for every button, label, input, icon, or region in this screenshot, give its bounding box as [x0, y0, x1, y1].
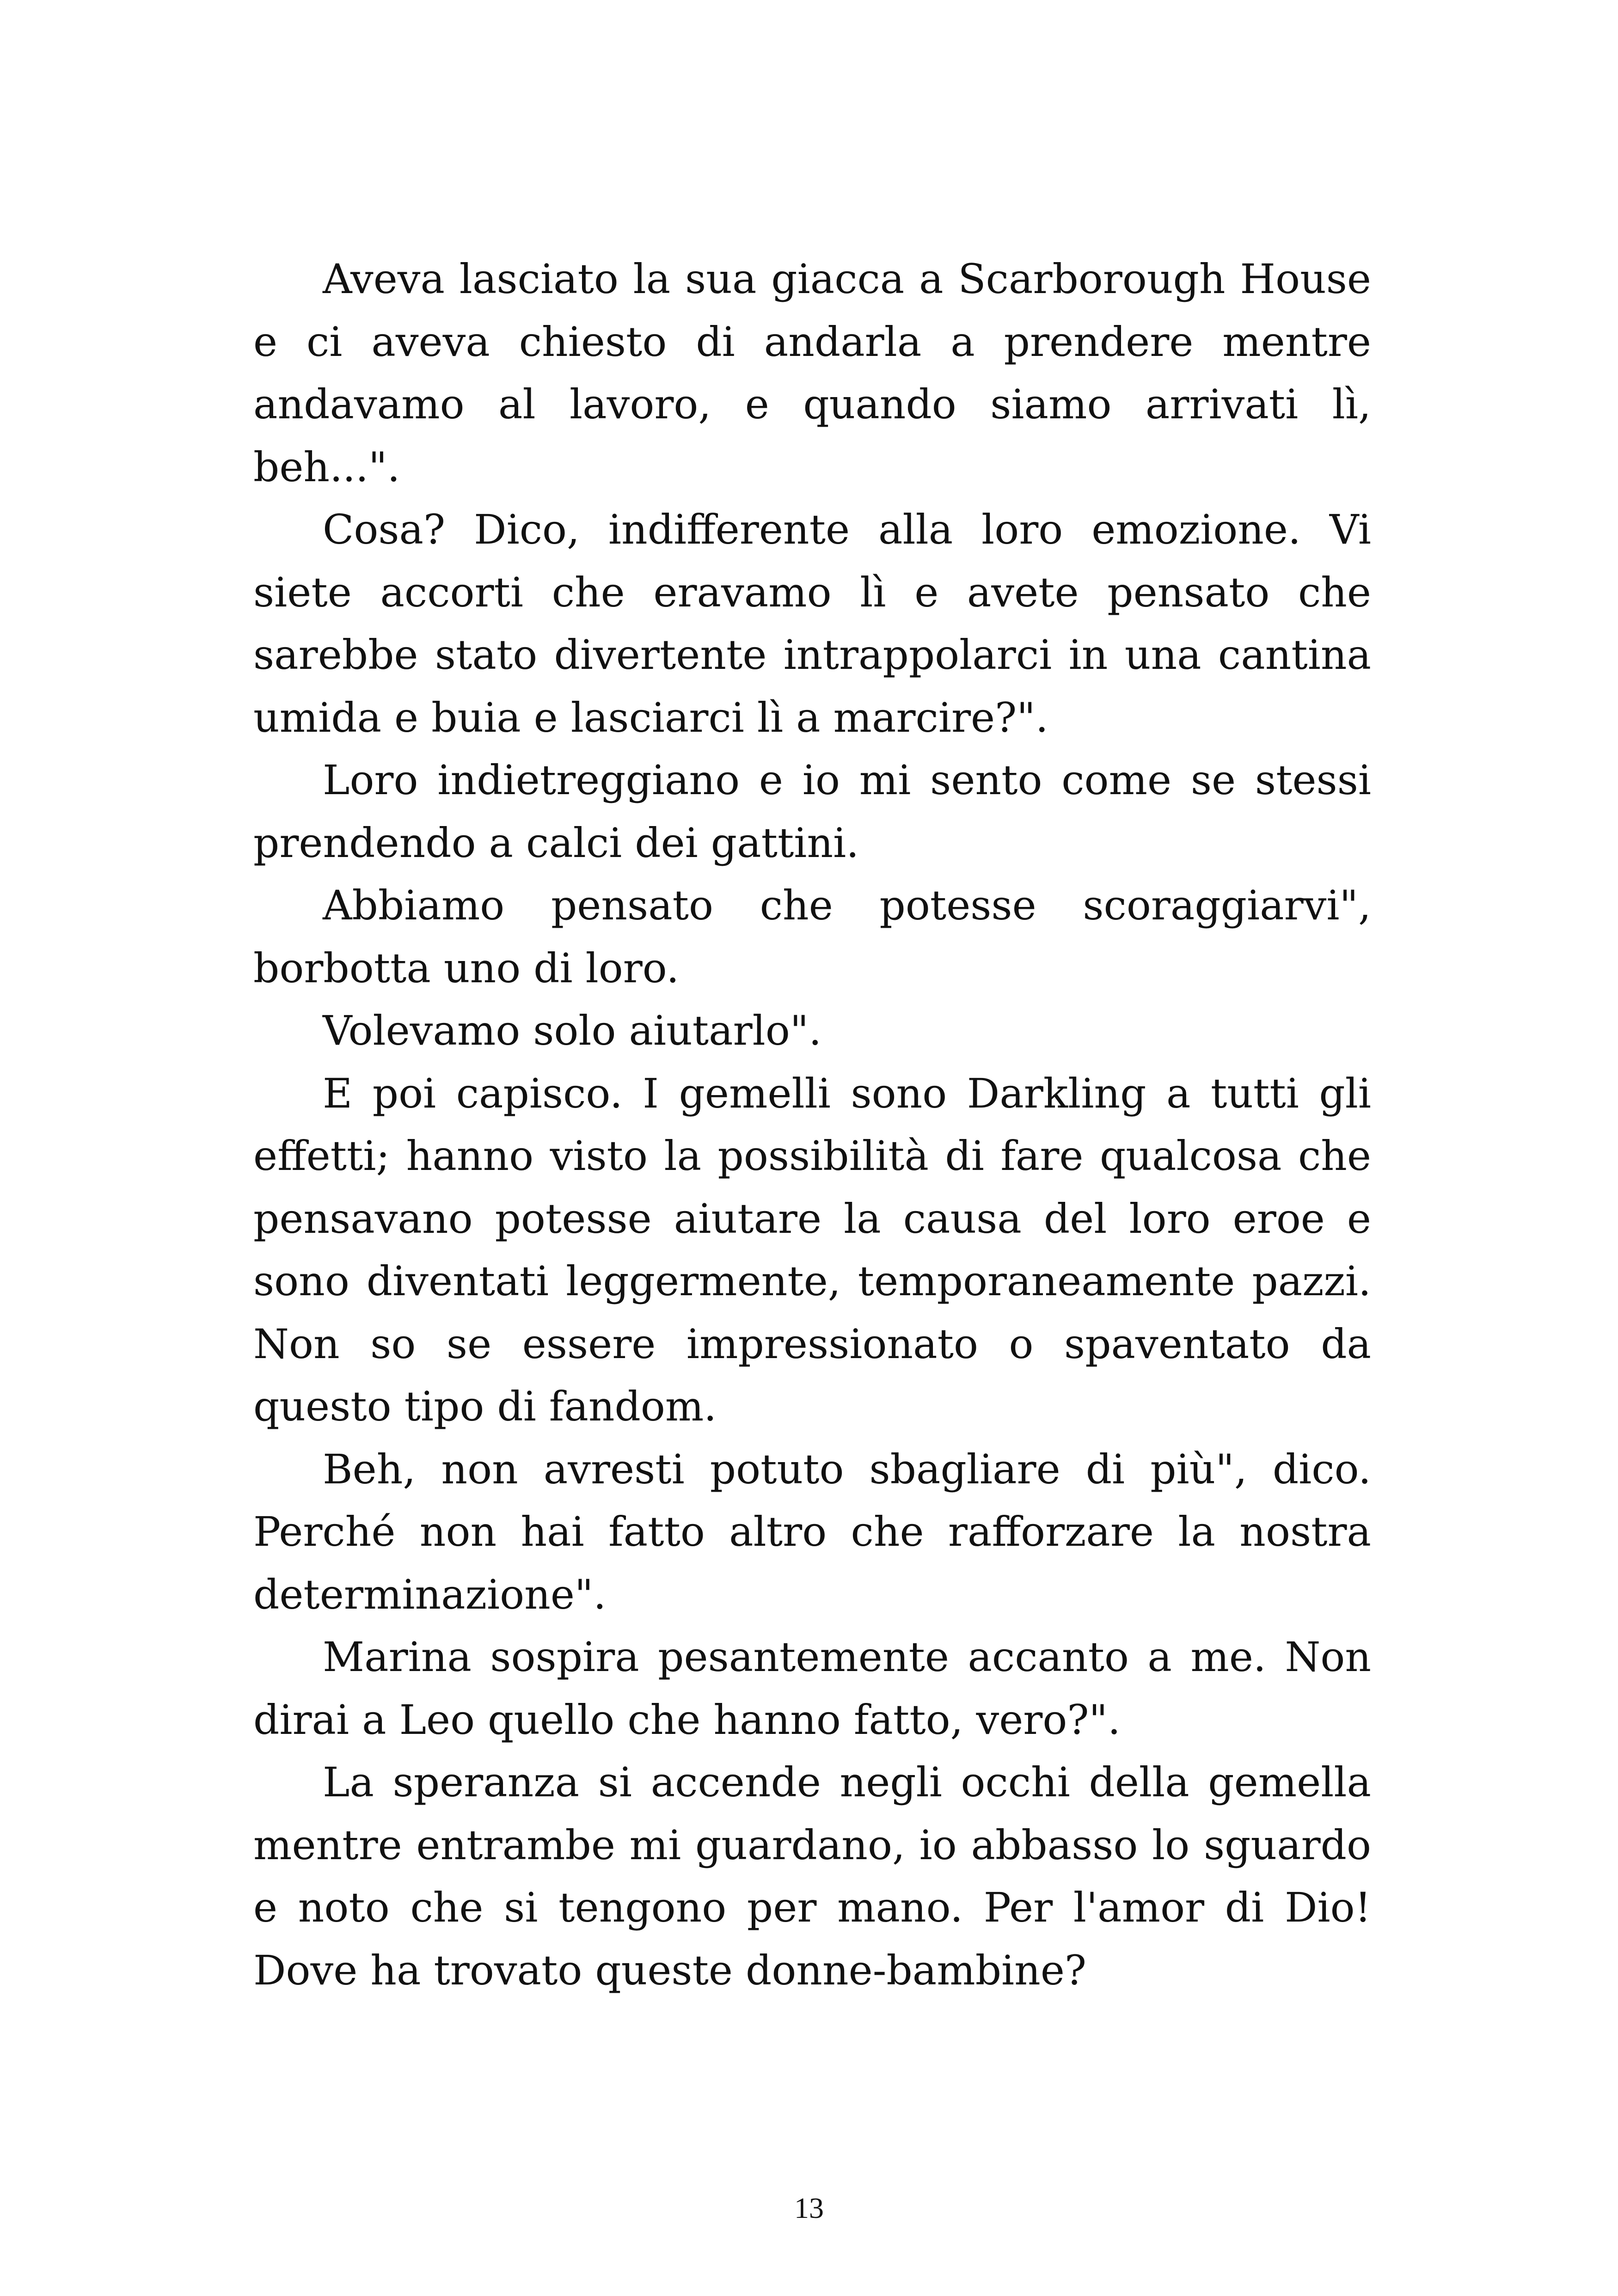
- paragraph-3: Loro indietreggiano e io mi sento come se stessi prendendo a calci dei gattini.: [253, 756, 1371, 867]
- paragraph-1: Aveva lasciato la sua giacca a Scarborough House e ci aveva chiesto di andarla a prendere mentre andavamo al lavoro, e quando siamo arrivati lì, beh...".: [253, 255, 1371, 491]
- paragraph-9: La speranza si accende negli occhi della gemella mentre entrambe mi guardano, io abbasso lo sguardo e noto che si tengono per mano. Per l'amor di Dio! Dove ha trovato queste donne-bambine?: [253, 1758, 1371, 1994]
- paragraph-4: Abbiamo pensato che potesse scoraggiarvi", borbotta uno di loro.: [253, 882, 1371, 992]
- paragraph-2: Cosa? Dico, indifferente alla loro emozione. Vi siete accorti che eravamo lì e avete pensato che sarebbe stato divertente intrappolarci in una cantina umida e buia e lasciarci lì a marcire?".: [253, 506, 1371, 741]
- paragraph-5: Volevamo solo aiutarlo".: [323, 1007, 822, 1054]
- paragraph-8: Marina sospira pesantemente accanto a me. Non dirai a Leo quello che hanno fatto, vero?".: [253, 1633, 1371, 1744]
- paragraph-7: Beh, non avresti potuto sbagliare di più", dico. Perché non hai fatto altro che rafforzare la nostra determinazione".: [253, 1445, 1371, 1618]
- paragraph-6: E poi capisco. I gemelli sono Darkling a tutti gli effetti; hanno visto la possibilità di fare qualcosa che pensavano potesse aiutare la causa del loro eroe e sono diventati leggermente, temporaneamente pazzi. Non so se essere impressionato o spaventato da questo tipo di fandom.: [253, 1069, 1371, 1430]
- body-text: [253, 248, 1371, 2002]
- page-number: 13: [794, 2192, 824, 2224]
